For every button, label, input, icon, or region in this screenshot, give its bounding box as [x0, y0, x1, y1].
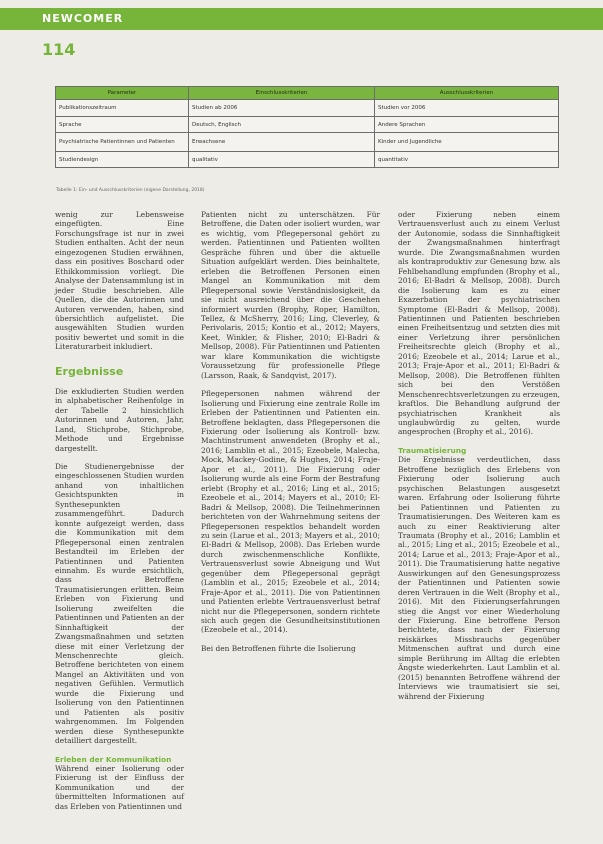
table-row — [56, 117, 559, 133]
body-paragraph: Bei den Betroffenen führte die Isolierung — [201, 643, 356, 653]
table-cell: Deutsch, Englisch — [189, 117, 375, 133]
table-cell: quantitativ — [375, 152, 559, 168]
subheading-communication: Erleben der Kommunikation — [55, 754, 172, 764]
body-paragraph: Die Ergebnisse verdeutlichen, dass Betroffene bezüglich des Erlebens von Fixierung oder Isolierung auch psychischen Belastungen ausgesetzt waren. Erfahrung oder Isolierung führte bei Patientinnen und Patienten zu Traumatisierungen. Des Weiteren kam es auch zu einer Reaktivierung alter Traumata (Brophy et al., 2016; Lamblin et al., 2015; Ling et al., 2015; Ezeobele et al., 2014; Larue et al., 2013; Fraje-Apor et al., 2011). Die Traumatisierung hatte negative Auswirkungen auf den Genesungsprozess der Patientinnen und Patienten sowie deren Vertrauen in die Welt (Brophy et al., 2016). Mit den Fixierungserfahrungen stieg die Angst vor einer Wiederholung der Fixierung. Eine betroffene Person berichtete, dass nach der Fixierung reiskärkes Missbrauchs gegenüber Mitmenschen auftrat und durch eine simple Berührung im Alltag die erlebten Ängste wiederkehrten. Laut Lamblin et al. (2015) benannten Betroffene während der Interviews wie traumatisiert sie sei, während der Fixierung — [398, 455, 560, 701]
table-row — [56, 152, 559, 168]
table-cell: Psychiatrische Patientinnen und Patienten — [56, 133, 189, 152]
body-paragraph: Während einer Isolierung oder Fixierung ist der Einfluss der Kommunikation und der übermittelten Informationen auf das Erleben von Patientinnen und — [55, 764, 184, 811]
body-paragraph: Patienten nicht zu unterschätzen. Für Betroffene, die Daten oder isoliert wurden, war es wichtig, vom Pflegepersonal gehört zu werden. Patientinnen und Patienten wollten Gespräche führen und über die aktuelle Situation aufgeklärt werden. Dies beinhaltete, erleben die Betroffenen Personen einen Mangel an Kommunikation mit dem Pflegepersonal sowie Verständnislosigkeit, da sie nicht ausreichend über die Geschehen informiert wurden (Brophy, Roper, Hamilton, Tellez, & McSherry, 2016; Ling, Cleverley, & Perivolaris, 2015; Kontio et al., 2012; Mayers, Keet, Winkler, & Flisher, 2010; El-Badri & Mellsop, 2008). Für Patientinnen und Patienten war klare Kommunikation die wichtigste Voraussetzung für professionelle Pflege (Larsson, Raak, & Sandqvist, 2017). — [201, 210, 380, 380]
table-cell: qualitativ — [189, 152, 375, 168]
table-cell: Studien vor 2006 — [375, 100, 559, 117]
table-row — [56, 100, 559, 117]
table-header-row — [56, 87, 559, 100]
criteria-table — [55, 86, 559, 168]
table-cell: Andere Sprachen — [375, 117, 559, 133]
table-row — [56, 133, 559, 152]
table-header-cell: Parameter — [56, 87, 189, 100]
section-heading-results: Ergebnisse — [55, 364, 124, 378]
table-cell: Sprache — [56, 117, 189, 133]
table-cell: Studien ab 2006 — [189, 100, 375, 117]
body-paragraph: oder Fixierung neben einem Vertrauensverlust auch zu einem Verlust der Autonomie, sodass die Sinnhaftigkeit der Zwangsmaßnahmen hinterfragt wurde. Die Zwangsmaßnahmen wurden als kontraproduktiv zur Genesung bzw. als Fehlbehandlung empfunden (Brophy et al., 2016; El-Badri & Mellsop, 2008). Durch die Isolierung kam es zu einer Exazerbation der psychiatrischen Symptome (El-Badri & Mellsop, 2008). Patientinnen und Patienten beschrieben einen Freiheitsentzug und setzten dies mit einer Verletzung ihrer persönlichen Freiheitsrechte gleich (Brophy et al., 2016; Ezeobele et al., 2014; Larue et al., 2013; Fraje-Apor et al., 2011; El-Badri & Mellsop, 2008). Die Betroffenen fühlten sich bei den Verstößen Menschenrechtsverletzungen zu erzeugen, kraftlos. Die Behandlung aufgrund der psychiatrischen Krankheit als unglaubwürdig zu gelten, wurde angesprochen (Brophy et al., 2016). — [398, 210, 560, 437]
table-caption: Tabelle 1: Ein- und Ausschlusskriterien (eigene Darstellung, 2018) — [56, 188, 205, 193]
text-column-middle — [201, 210, 380, 653]
table-header-cell: Ausschlusskriterien — [375, 87, 559, 100]
body-paragraph: wenig zur Lebensweise eingefügten. Eine Forschungsfrage ist nur in zwei Studien enthalten. Acht der neun eingezogenen Studien erwähnen, dass ein positives Boschard oder Ethikkommission vorliegt. Die Analyse der Datensammlung ist in jeder Studie beschrieben. Alle Quellen, die die Autorinnen und Autoren verwenden, haben, sind übersichtlich aufgelistet. Die ausgewählten Studien wurden positiv bewertet und somit in die Literaturarbeit inkludiert. — [55, 210, 184, 352]
body-paragraph: Die exkludierten Studien werden in alphabetischer Reihenfolge in der Tabelle 2 hinsichtlich Autorinnen und Autoren, Jahr, Land, Stichprobe, Stichprobe, Methode und Ergebnisse dargestellt. — [55, 386, 184, 453]
text-column-left — [55, 210, 184, 811]
page-number: 114 — [42, 40, 76, 59]
body-paragraph: Die Studienergebnisse der eingeschlossenen Studien wurden anhand von inhaltlichen Gesichtspunkten in Synthesepunkten zusammengeführt. Dadurch konnte aufgezeigt werden, dass die Kommunikation mit dem Pflegepersonal einen zentralen Bestandteil im Erleben der Patientinnen und Patienten einnahm. Es wurde ersichtlich, dass Betroffene Traumatisierungen erlitten. Beim Erleben von Fixierung und Isolierung zweifelten die Patientinnen und Patienten an der Sinnhaftigkeit der Zwangsmaßnahmen und setzten diese mit einer Verletzung der Menschenrechte gleich. Betroffene berichteten von einem Mangel an Aktivitäten und von negativen Gefühlen. Vermutlich wurde die Fixierung und Isolierung von den Patientinnen und Patienten als positiv wahrgenommen. Im Folgenden werden diese Synthesepunkte detailliert dargestellt. — [55, 461, 184, 746]
table-cell: Kinder und Jugendliche — [375, 133, 559, 152]
table-cell: Publikationszeitraum — [56, 100, 189, 117]
table-cell: Studiendesign — [56, 152, 189, 168]
text-column-right — [398, 210, 560, 701]
table-cell: Erwachsene — [189, 133, 375, 152]
table-header-cell: Einschlusskriterien — [189, 87, 375, 100]
section-header-title: NEWCOMER — [42, 12, 124, 25]
body-paragraph: Pflegepersonen nahmen während der Isolierung und Fixierung eine zentrale Rolle im Erleben der Patientinnen und Patienten ein. Betroffene beklagten, dass Pflegepersonen die Fixierung oder Isolierung als Kontroll- bzw. Machtinstrument anwendeten (Brophy et al., 2016; Lamblin et al., 2015; Ezeobele, Malecha, Mock, Mackey-Godine, & Hughes, 2014; Fraje-Apor et al., 2011). Die Fixierung oder Isolierung wurde als eine Form der Bestrafung erlebt (Brophy et al., 2016; Ling et al., 2015; Ezeobele et al., 2014; Mayers et al., 2010; El-Badri & Mellsop, 2008). Die Teilnehmerinnen berichteten von der Wahrnehmung seitens der Pflegepersonen respektlos behandelt worden zu sein (Larue et al., 2013; Mayers et al., 2010; El-Badri & Mellsop, 2008). Das Erleben wurde durch zwischenmenschliche Konflikte, Vertrauensverlust sowie Abneigung und Wut gegenüber dem Pflegepersonal geprägt (Lamblin et al., 2015; Ezeobele et al., 2014; Fraje-Apor et al., 2011). Die von Patientinnen und Patienten erlebte Vertrauensverlust betraf nicht nur die Pflegepersonen, sondern richtete sich auch gegen die Gesundheitsinstitutionen (Ezeobele et al., 2014). — [201, 389, 380, 635]
subheading-traumatization: Traumatisierung — [398, 445, 467, 455]
